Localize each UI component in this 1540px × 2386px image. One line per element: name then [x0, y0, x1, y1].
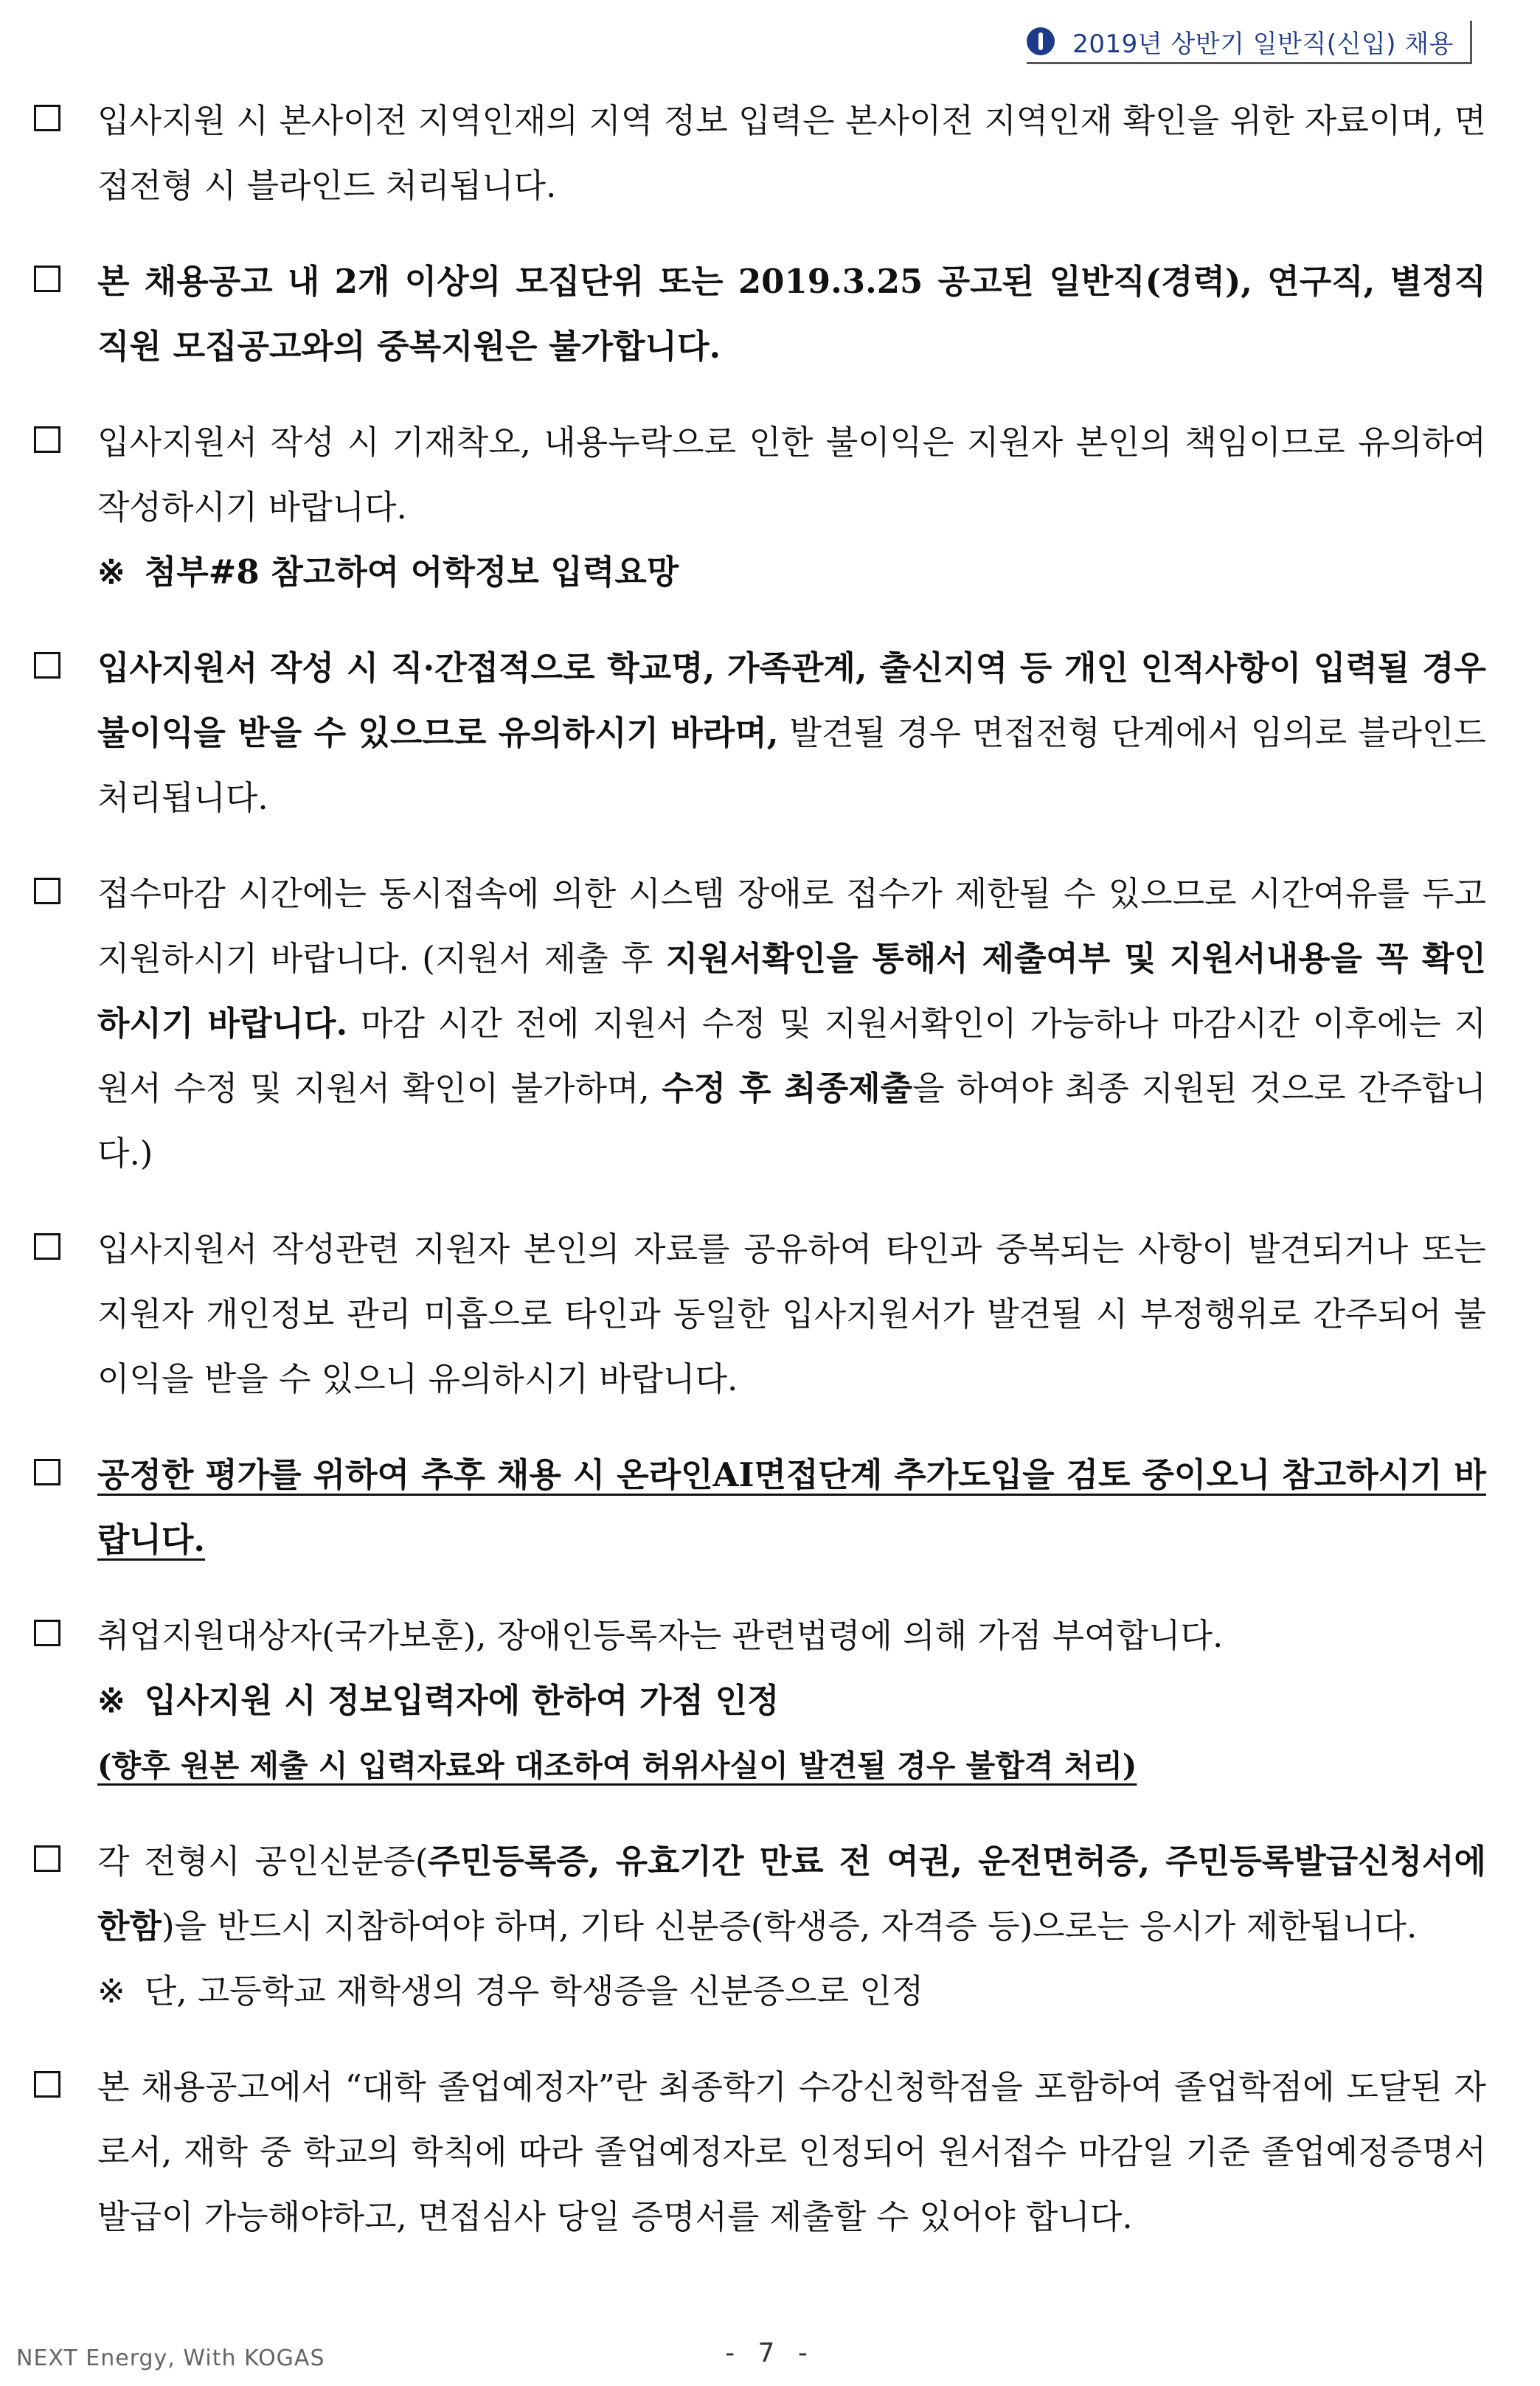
- item-text: 입사지원서 작성 시 기재착오, 내용누락으로 인한 불이익은 지원자 본인의 책임이므로 유의하여 작성하시기 바랍니다.: [97, 423, 1486, 527]
- note-text: 입사지원 시 정보입력자에 한하여 가점 인정: [144, 1681, 780, 1720]
- list-item: [30, 1603, 1486, 1798]
- checkbox-square-icon: [34, 426, 60, 453]
- checkbox-square-icon: [34, 652, 60, 679]
- item-text-bold: 입사지원서 작성 시 직·간접적으로 학교명, 가족관계, 출신지역 등 개인 인적사항이 입력될 경우 불이익을 받을 수 있으므로 유의하시기 바라며,: [97, 648, 1486, 752]
- list-item: [30, 1443, 1486, 1572]
- header-title: 2019년 상반기 일반직(신입) 채용: [1072, 29, 1454, 59]
- item-text-bold: 주민등록증, 유효기간 만료 전 여권, 운전면허증, 주민등록발급신청서에 한함: [97, 1842, 1486, 1946]
- note-mark: ※: [97, 1681, 125, 1720]
- list-item: [30, 89, 1486, 218]
- note-text: 첨부#8 참고하여 어학정보 입력요망: [144, 552, 679, 592]
- checkbox-square-icon: [34, 1620, 60, 1646]
- item-text: 각 전형시 공인신분증(: [97, 1842, 429, 1881]
- item-note: [97, 1959, 1486, 2024]
- checkbox-square-icon: [34, 105, 60, 131]
- item-text: 접수마감 시간에는 동시접속에 의한 시스템 장애로 접수가 제한될 수 있으므로 시간여유를 두고 지원하시기 바랍니다. (지원서 제출 후: [97, 874, 1486, 978]
- item-text: 본 채용공고에서 “대학 졸업예정자”란 최종학기 수강신청학점을 포함하여 졸업학점에 도달된 자로서, 재학 중 학교의 학칙에 따라 졸업예정자로 인정되어 원서접수 마감일 기준 졸업예정증명서 발급이 가능해야하고, 면접심사 당일 증명서를 제출할 수 있어야 합니다.: [97, 2067, 1486, 2236]
- list-item: [30, 2055, 1486, 2250]
- sub-note-text: (향후 원본 제출 시 입력자료와 대조하여 허위사실이 발견될 경우 불합격 처리): [97, 1748, 1137, 1783]
- page-number: - 7 -: [725, 2338, 815, 2368]
- item-text: 본 채용공고 내 2개 이상의 모집단위 또는 2019.3.25 공고된 일반직(경력), 연구직, 별정직 직원 모집공고와의 중복지원은 불가합니다.: [97, 262, 1486, 366]
- item-sub-note: [97, 1733, 1486, 1798]
- checkbox-square-icon: [34, 266, 60, 292]
- note-mark: ※: [97, 1971, 125, 2011]
- checkbox-square-icon: [34, 878, 60, 904]
- item-note: [97, 1668, 1486, 1733]
- note-mark: ※: [97, 552, 125, 592]
- item-text-bold: 지원서확인을 통해서 제출여부 및 지원서내용을 꼭 확인하시기 바랍니다.: [97, 939, 1487, 1043]
- header-tag: [1027, 21, 1472, 64]
- item-text: )을 반드시 지참하여야 하며, 기타 신분증(학생증, 자격증 등)으로는 응시가 제한됩니다.: [161, 1907, 1418, 1946]
- checkbox-square-icon: [34, 1459, 60, 1485]
- info-dot-icon: [1027, 27, 1055, 55]
- item-text: 입사지원 시 본사이전 지역인재의 지역 정보 입력은 본사이전 지역인재 확인을 위한 자료이며, 면접전형 시 블라인드 처리됩니다.: [97, 101, 1486, 205]
- item-note: [97, 540, 1486, 605]
- list-item: [30, 410, 1486, 605]
- list-item: [30, 861, 1486, 1186]
- list-item: [30, 1829, 1486, 2024]
- item-text: 발견될 경우 면접전형 단계에서 임의로 블라인드 처리됩니다.: [97, 713, 1486, 817]
- item-text: 을 하여야 최종 지원된 것으로 간주합니다.): [97, 1069, 1486, 1173]
- item-text: 입사지원서 작성관련 지원자 본인의 자료를 공유하여 타인과 중복되는 사항이 발견되거나 또는 지원자 개인정보 관리 미흡으로 타인과 동일한 입사지원서가 발견될 시 부정행위로 간주되어 불이익을 받을 수 있으니 유의하시기 바랍니다.: [97, 1230, 1486, 1398]
- item-text-bold: 수정 후 최종제출: [662, 1069, 913, 1108]
- checkbox-square-icon: [34, 1233, 60, 1260]
- item-text: 취업지원대상자(국가보훈), 장애인등록자는 관련법령에 의해 가점 부여합니다.: [97, 1616, 1224, 1655]
- list-item: [30, 636, 1486, 830]
- item-text-underlined: 공정한 평가를 위하여 추후 채용 시 온라인AI면접단계 추가도입을 검토 중이오니 참고하시기 바랍니다.: [97, 1455, 1486, 1559]
- item-text: 마감 시간 전에 지원서 수정 및 지원서확인이 가능하나 마감시간 이후에는 지원서 수정 및 지원서 확인이 불가하며,: [97, 1004, 1487, 1108]
- note-text: 단, 고등학교 재학생의 경우 학생증을 신분증으로 인정: [144, 1971, 924, 2011]
- checkbox-square-icon: [34, 1845, 60, 1872]
- list-item: [30, 249, 1486, 379]
- list-item: [30, 1217, 1486, 1412]
- footer-slogan: NEXT Energy, With KOGAS: [16, 2345, 325, 2371]
- checkbox-square-icon: [34, 2071, 60, 2098]
- notice-list: [30, 89, 1486, 2281]
